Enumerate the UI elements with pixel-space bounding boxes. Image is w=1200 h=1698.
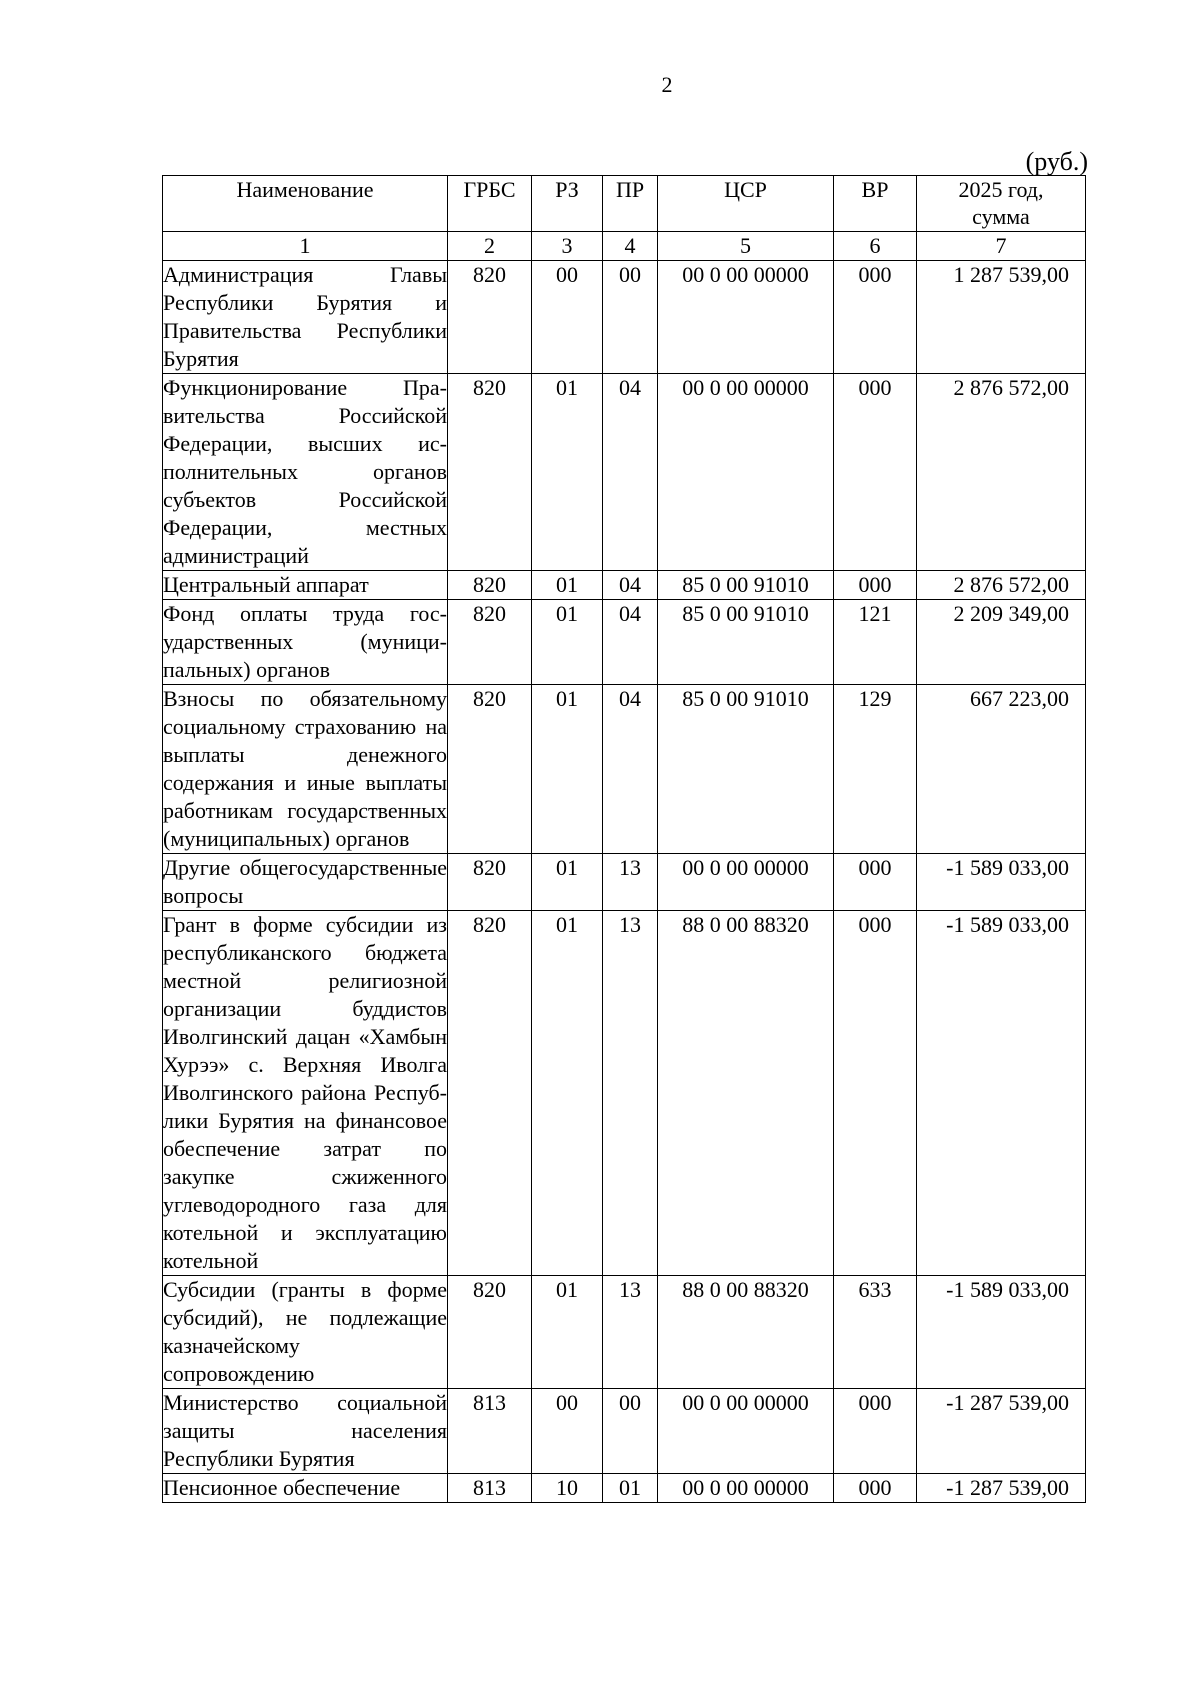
- row-vr: 000: [834, 571, 917, 600]
- row-pr: 04: [603, 685, 658, 854]
- table-row: [163, 571, 1086, 600]
- row-grbs: 813: [448, 1389, 532, 1474]
- budget-table: [162, 175, 1086, 1503]
- row-pr: 04: [603, 374, 658, 571]
- column-number: 5: [658, 232, 834, 261]
- header-grbs: ГРБС: [448, 176, 532, 232]
- row-csr: 00 0 00 00000: [658, 261, 834, 374]
- row-pr: 00: [603, 1389, 658, 1474]
- column-number: 2: [448, 232, 532, 261]
- row-rz: 10: [532, 1474, 603, 1503]
- header-year-sum: [917, 176, 1086, 232]
- row-vr: 121: [834, 600, 917, 685]
- row-pr: 13: [603, 1276, 658, 1389]
- row-sum: 2 209 349,00: [917, 600, 1086, 685]
- row-grbs: 820: [448, 261, 532, 374]
- table-row: [163, 685, 1086, 854]
- row-name: Администрация Главы Республики Бурятия и Правительства Республики Бурятия: [163, 261, 448, 374]
- table-header-row: [163, 176, 1086, 232]
- row-name: Функционирование Правительства Российской Федерации, высших исполнительных органов субъектов Российской Федерации, местных администраций: [163, 374, 448, 571]
- table-row: [163, 1276, 1086, 1389]
- row-sum: 667 223,00: [917, 685, 1086, 854]
- row-vr: 000: [834, 374, 917, 571]
- row-rz: 01: [532, 571, 603, 600]
- row-csr: 00 0 00 00000: [658, 854, 834, 911]
- page-number: 2: [661, 72, 673, 97]
- header-pr: ПР: [603, 176, 658, 232]
- row-pr: 01: [603, 1474, 658, 1503]
- row-sum: -1 589 033,00: [917, 1276, 1086, 1389]
- row-vr: 000: [834, 261, 917, 374]
- row-csr: 85 0 00 91010: [658, 685, 834, 854]
- row-sum: -1 589 033,00: [917, 911, 1086, 1276]
- row-pr: 04: [603, 600, 658, 685]
- row-rz: 01: [532, 600, 603, 685]
- header-name: Наименование: [163, 176, 448, 232]
- row-csr: 85 0 00 91010: [658, 600, 834, 685]
- table-row: [163, 1389, 1086, 1474]
- table-row: [163, 261, 1086, 374]
- row-rz: 01: [532, 854, 603, 911]
- row-name: Взносы по обязательному социальному страхованию на выплаты денежного содержания и иные выплаты работникам государственных (муниципальных) органов: [163, 685, 448, 854]
- table-row: [163, 1474, 1086, 1503]
- row-grbs: 820: [448, 1276, 532, 1389]
- row-grbs: 820: [448, 600, 532, 685]
- column-number: 4: [603, 232, 658, 261]
- row-rz: 01: [532, 685, 603, 854]
- row-rz: 00: [532, 1389, 603, 1474]
- row-csr: 88 0 00 88320: [658, 1276, 834, 1389]
- column-number: 6: [834, 232, 917, 261]
- row-sum: -1 589 033,00: [917, 854, 1086, 911]
- row-grbs: 820: [448, 854, 532, 911]
- row-grbs: 820: [448, 374, 532, 571]
- row-pr: 13: [603, 911, 658, 1276]
- header-rz: РЗ: [532, 176, 603, 232]
- row-pr: 04: [603, 571, 658, 600]
- row-name: Центральный аппарат: [163, 571, 448, 600]
- row-vr: 000: [834, 1389, 917, 1474]
- column-number: 7: [917, 232, 1086, 261]
- row-grbs: 813: [448, 1474, 532, 1503]
- header-year-line2: сумма: [972, 204, 1030, 229]
- table-row: [163, 374, 1086, 571]
- row-rz: 00: [532, 261, 603, 374]
- table-row: [163, 911, 1086, 1276]
- row-vr: 000: [834, 1474, 917, 1503]
- row-name: Министерство социальной защиты населения Республики Бурятия: [163, 1389, 448, 1474]
- table-row: [163, 854, 1086, 911]
- row-grbs: 820: [448, 685, 532, 854]
- header-csr: ЦСР: [658, 176, 834, 232]
- row-name: Грант в форме субсидии из республиканского бюджета местной религиозной организации буддистов Иволгинский дацан «Хамбын Хурээ» с. Верхняя Иволга Иволгинского района Республики Бурятия на финансовое обеспечение затрат по закупке сжиженного углеводородного газа для котельной и эксплуатацию котельной: [163, 911, 448, 1276]
- row-grbs: 820: [448, 911, 532, 1276]
- row-sum: -1 287 539,00: [917, 1474, 1086, 1503]
- column-number: 1: [163, 232, 448, 261]
- row-csr: 85 0 00 91010: [658, 571, 834, 600]
- row-grbs: 820: [448, 571, 532, 600]
- row-sum: 1 287 539,00: [917, 261, 1086, 374]
- row-sum: 2 876 572,00: [917, 374, 1086, 571]
- column-numbers-row: [163, 232, 1086, 261]
- header-year-line1: 2025 год,: [958, 177, 1044, 202]
- row-rz: 01: [532, 1276, 603, 1389]
- row-csr: 00 0 00 00000: [658, 1389, 834, 1474]
- row-name: Субсидии (гранты в форме субсидий), не подлежащие казначейскому сопровождению: [163, 1276, 448, 1389]
- row-pr: 13: [603, 854, 658, 911]
- column-number: 3: [532, 232, 603, 261]
- row-vr: 633: [834, 1276, 917, 1389]
- row-vr: 000: [834, 911, 917, 1276]
- row-vr: 129: [834, 685, 917, 854]
- header-vr: ВР: [834, 176, 917, 232]
- row-rz: 01: [532, 374, 603, 571]
- table-row: [163, 600, 1086, 685]
- row-rz: 01: [532, 911, 603, 1276]
- row-name: Другие общегосударственные вопросы: [163, 854, 448, 911]
- row-csr: 88 0 00 88320: [658, 911, 834, 1276]
- row-csr: 00 0 00 00000: [658, 1474, 834, 1503]
- row-csr: 00 0 00 00000: [658, 374, 834, 571]
- row-name: Фонд оплаты труда государственных (муниципальных) органов: [163, 600, 448, 685]
- row-pr: 00: [603, 261, 658, 374]
- row-sum: -1 287 539,00: [917, 1389, 1086, 1474]
- row-vr: 000: [834, 854, 917, 911]
- row-name: Пенсионное обеспечение: [163, 1474, 448, 1503]
- row-sum: 2 876 572,00: [917, 571, 1086, 600]
- currency-unit-note: (руб.): [1025, 147, 1088, 176]
